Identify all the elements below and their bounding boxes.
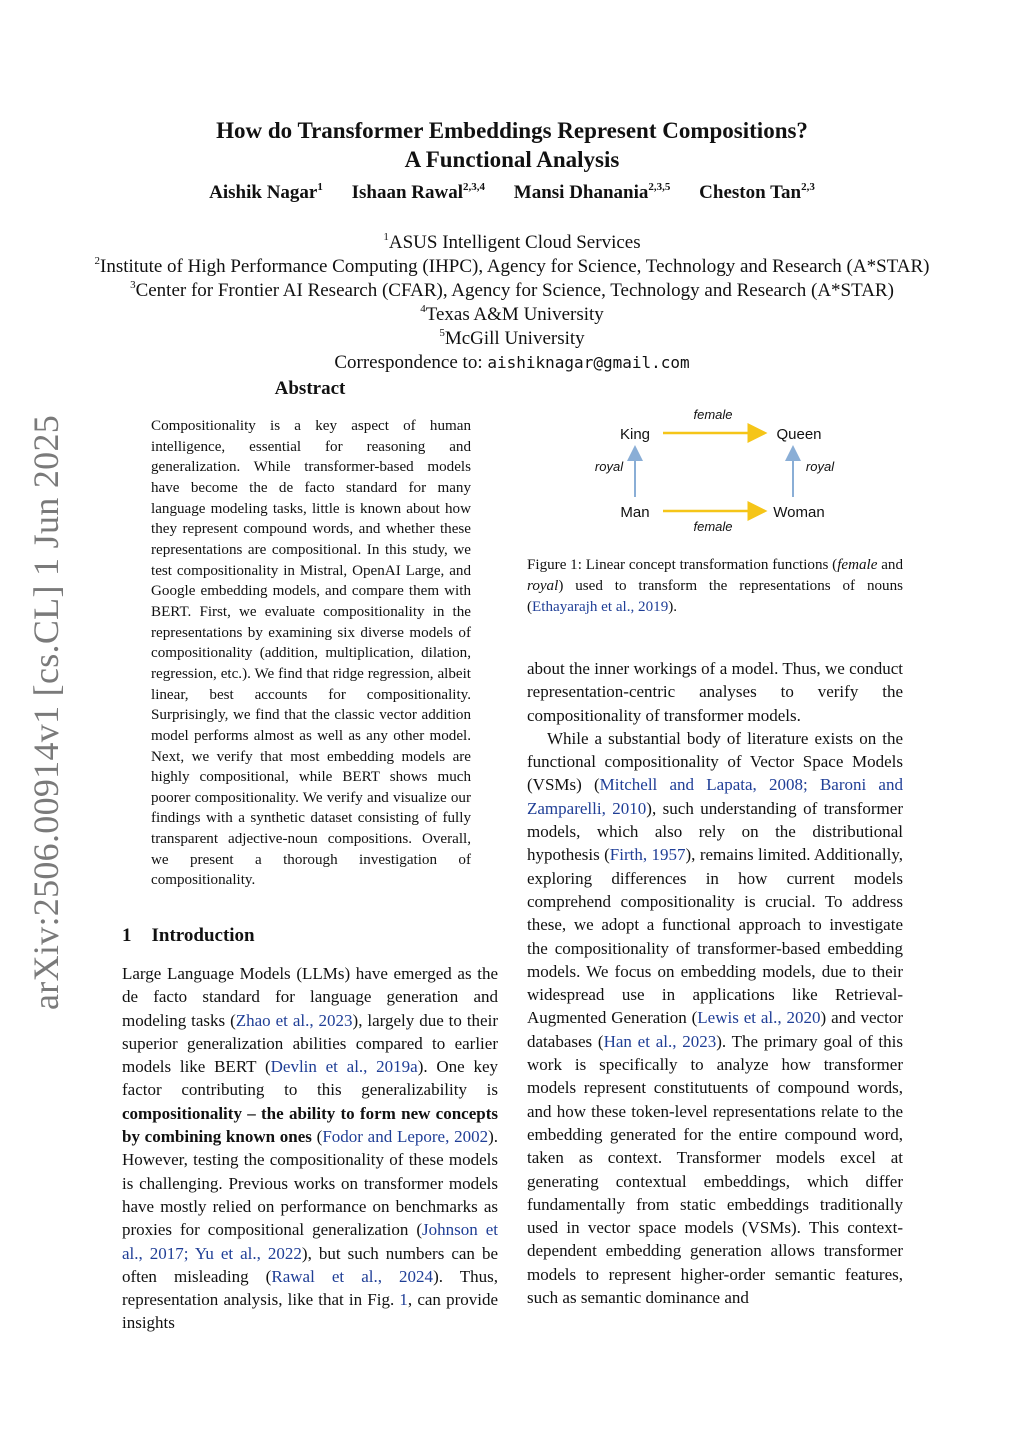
- title-line-1: How do Transformer Embeddings Represent Compositions?: [216, 118, 808, 143]
- node-queen: Queen: [776, 426, 822, 443]
- node-man: Man: [620, 504, 650, 521]
- paragraph: about the inner workings of a model. Thus, we conduct representation-centric analyses to verify the compositionality of transformer models.: [527, 659, 903, 725]
- emphasis-text: compositionality – the ability to form new concepts by combining known ones: [122, 1103, 498, 1147]
- citation-link[interactable]: Firth, 1957: [609, 845, 686, 865]
- citation-link[interactable]: Mitchell and Lapata, 2008: [599, 775, 803, 795]
- citation-link[interactable]: Baroni and Zamparelli, 2010: [527, 775, 903, 818]
- author: Cheston Tan$^{2,3}$: [699, 181, 815, 203]
- paragraph: While a substantial body of literature exists on the functional compositionality of Vector Space Models (VSMs) (Mitchell and Lapata, 2008; Baroni and Zamparelli, 2010), such understanding of transformer models, which also rely on the distributional hypothesis (Firth, 1957), remains limited. Additionally, exploring differences in how current models comprehend compositionality is crucial. To address these, we adopt a functional approach to investigate the compositionality of transformer-based embedding models. We focus on embedding models, due to their widespread use in applications like Retrieval-Augmented Generation (Lewis et al., 2020) and vector databases (Han et al., 2023). The primary goal of this work is specifically to analyze how transformer models represent constitutuents of compound words, and how these token-level representations relate to the embedding generated for the entire compound word, taken as context. Transformer models excel at generating contextual embeddings, which differ fundamentally from static embeddings traditionally used in vector space models (VSMs). This context-dependent embedding generation allows transformer models to represent higher-order semantic features, such as semantic dominance and: [527, 728, 903, 1308]
- citation-link[interactable]: Ethayarajh et al., 2019: [532, 599, 669, 615]
- affiliation: $^4$Texas A&M University: [420, 303, 604, 325]
- affiliation: $^1$ASUS Intelligent Cloud Services: [383, 231, 641, 253]
- relation-female-top: female: [693, 407, 733, 422]
- affiliations: [0, 231, 1024, 375]
- abstract-text: Compositionality is a key aspect of human intelligence, essential for reasoning and generalization. While transformer-based models have become the de facto standard for many language modeling tasks, little is known about how they represent compound words, and whether these representations are compositional. In this study, we test compositionality in Mistral, OpenAI Large, and Google embedding models, and compare them with BERT. First, we evaluate compositionality in the representations by examining six diverse models of compositionality (addition, multiplication, dilation, regression, etc.). We find that ridge regression, albeit linear, best accounts for compositionality. Surprisingly, we find that the classic vector addition model performs almost as well as any other model. Next, we verify that most embedding models are highly compositional, while BERT shows much poorer compositionality. We verify and visualize our findings with a synthetic dataset consisting of fully transparent adjective-noun compositions. Overall, we present a thorough investigation of compositionality.: [151, 418, 471, 889]
- node-king: King: [619, 426, 651, 443]
- affiliation: $^5$McGill University: [439, 327, 585, 349]
- paper-title: [0, 116, 1024, 174]
- author: Aishik Nagar$^1$: [209, 181, 323, 203]
- citation-link[interactable]: Rawal et al., 2024: [271, 1266, 434, 1286]
- citation-link[interactable]: Fodor and Lepore, 2002: [322, 1127, 489, 1147]
- citation-link[interactable]: Devlin et al., 2019a: [270, 1057, 418, 1077]
- node-woman: Woman: [773, 504, 825, 521]
- author: Ishaan Rawal$^{2,3,4}$: [351, 181, 486, 203]
- citation-link[interactable]: Lewis et al., 2020: [697, 1008, 821, 1028]
- author: Mansi Dhanania$^{2,3,5}$: [513, 181, 671, 203]
- abstract-heading: Abstract: [274, 378, 346, 399]
- introduction-left-column: [122, 962, 498, 1335]
- affiliation: $^3$Center for Frontier AI Research (CFAR), Agency for Science, Technology and Research (A*STAR): [130, 279, 894, 301]
- affiliation: $^2$Institute of High Performance Computing (IHPC), Agency for Science, Technology and Research (A*STAR): [94, 255, 930, 277]
- figure-reference-link[interactable]: 1: [399, 1290, 408, 1310]
- correspondence-email[interactable]: aishiknagar@gmail.com: [487, 353, 690, 372]
- relation-female-bottom: female: [693, 519, 733, 534]
- correspondence: Correspondence to: aishiknagar@gmail.com: [334, 352, 690, 373]
- citation-link[interactable]: Zhao et al., 2023: [235, 1010, 353, 1030]
- title-line-2: A Functional Analysis: [404, 147, 620, 172]
- citation-link[interactable]: Han et al., 2023: [603, 1031, 717, 1051]
- citation-link[interactable]: Johnson et al., 2017: [122, 1220, 499, 1263]
- relation-royal-right: royal: [805, 459, 835, 474]
- section-heading-introduction: 1 Introduction: [122, 925, 255, 946]
- figure-1-caption: Figure 1: Linear concept transformation functions (female and royal) used to transform the representations of nouns (Ethayarajh et al., 2019).: [527, 557, 903, 615]
- citation-link[interactable]: Yu et al., 2022: [194, 1243, 302, 1263]
- introduction-right-column: [527, 657, 903, 1309]
- figure-1-diagram: [527, 400, 903, 550]
- author-list: [0, 182, 1024, 204]
- arxiv-identifier: arXiv:2506.00914v1 [cs.CL] 1 Jun 2025: [26, 414, 66, 1010]
- relation-royal-left: royal: [594, 459, 624, 474]
- paragraph: Large Language Models (LLMs) have emerged as the de facto standard for language generation and modeling tasks (Zhao et al., 2023), largely due to their superior generalization abilities compared to earlier models like BERT (Devlin et al., 2019a). One key factor contributing to this generalizability is compositionality – the ability to form new concepts by combining known ones (Fodor and Lepore, 2002). However, testing the compositionality of these models is challenging. Previous works on transformer models have mostly relied on performance on benchmarks as proxies for compositional generalization (Johnson et al., 2017; Yu et al., 2022), but such numbers can be often misleading (Rawal et al., 2024). Thus, representation analysis, like that in Fig. 1, can provide insights: [122, 964, 499, 1333]
